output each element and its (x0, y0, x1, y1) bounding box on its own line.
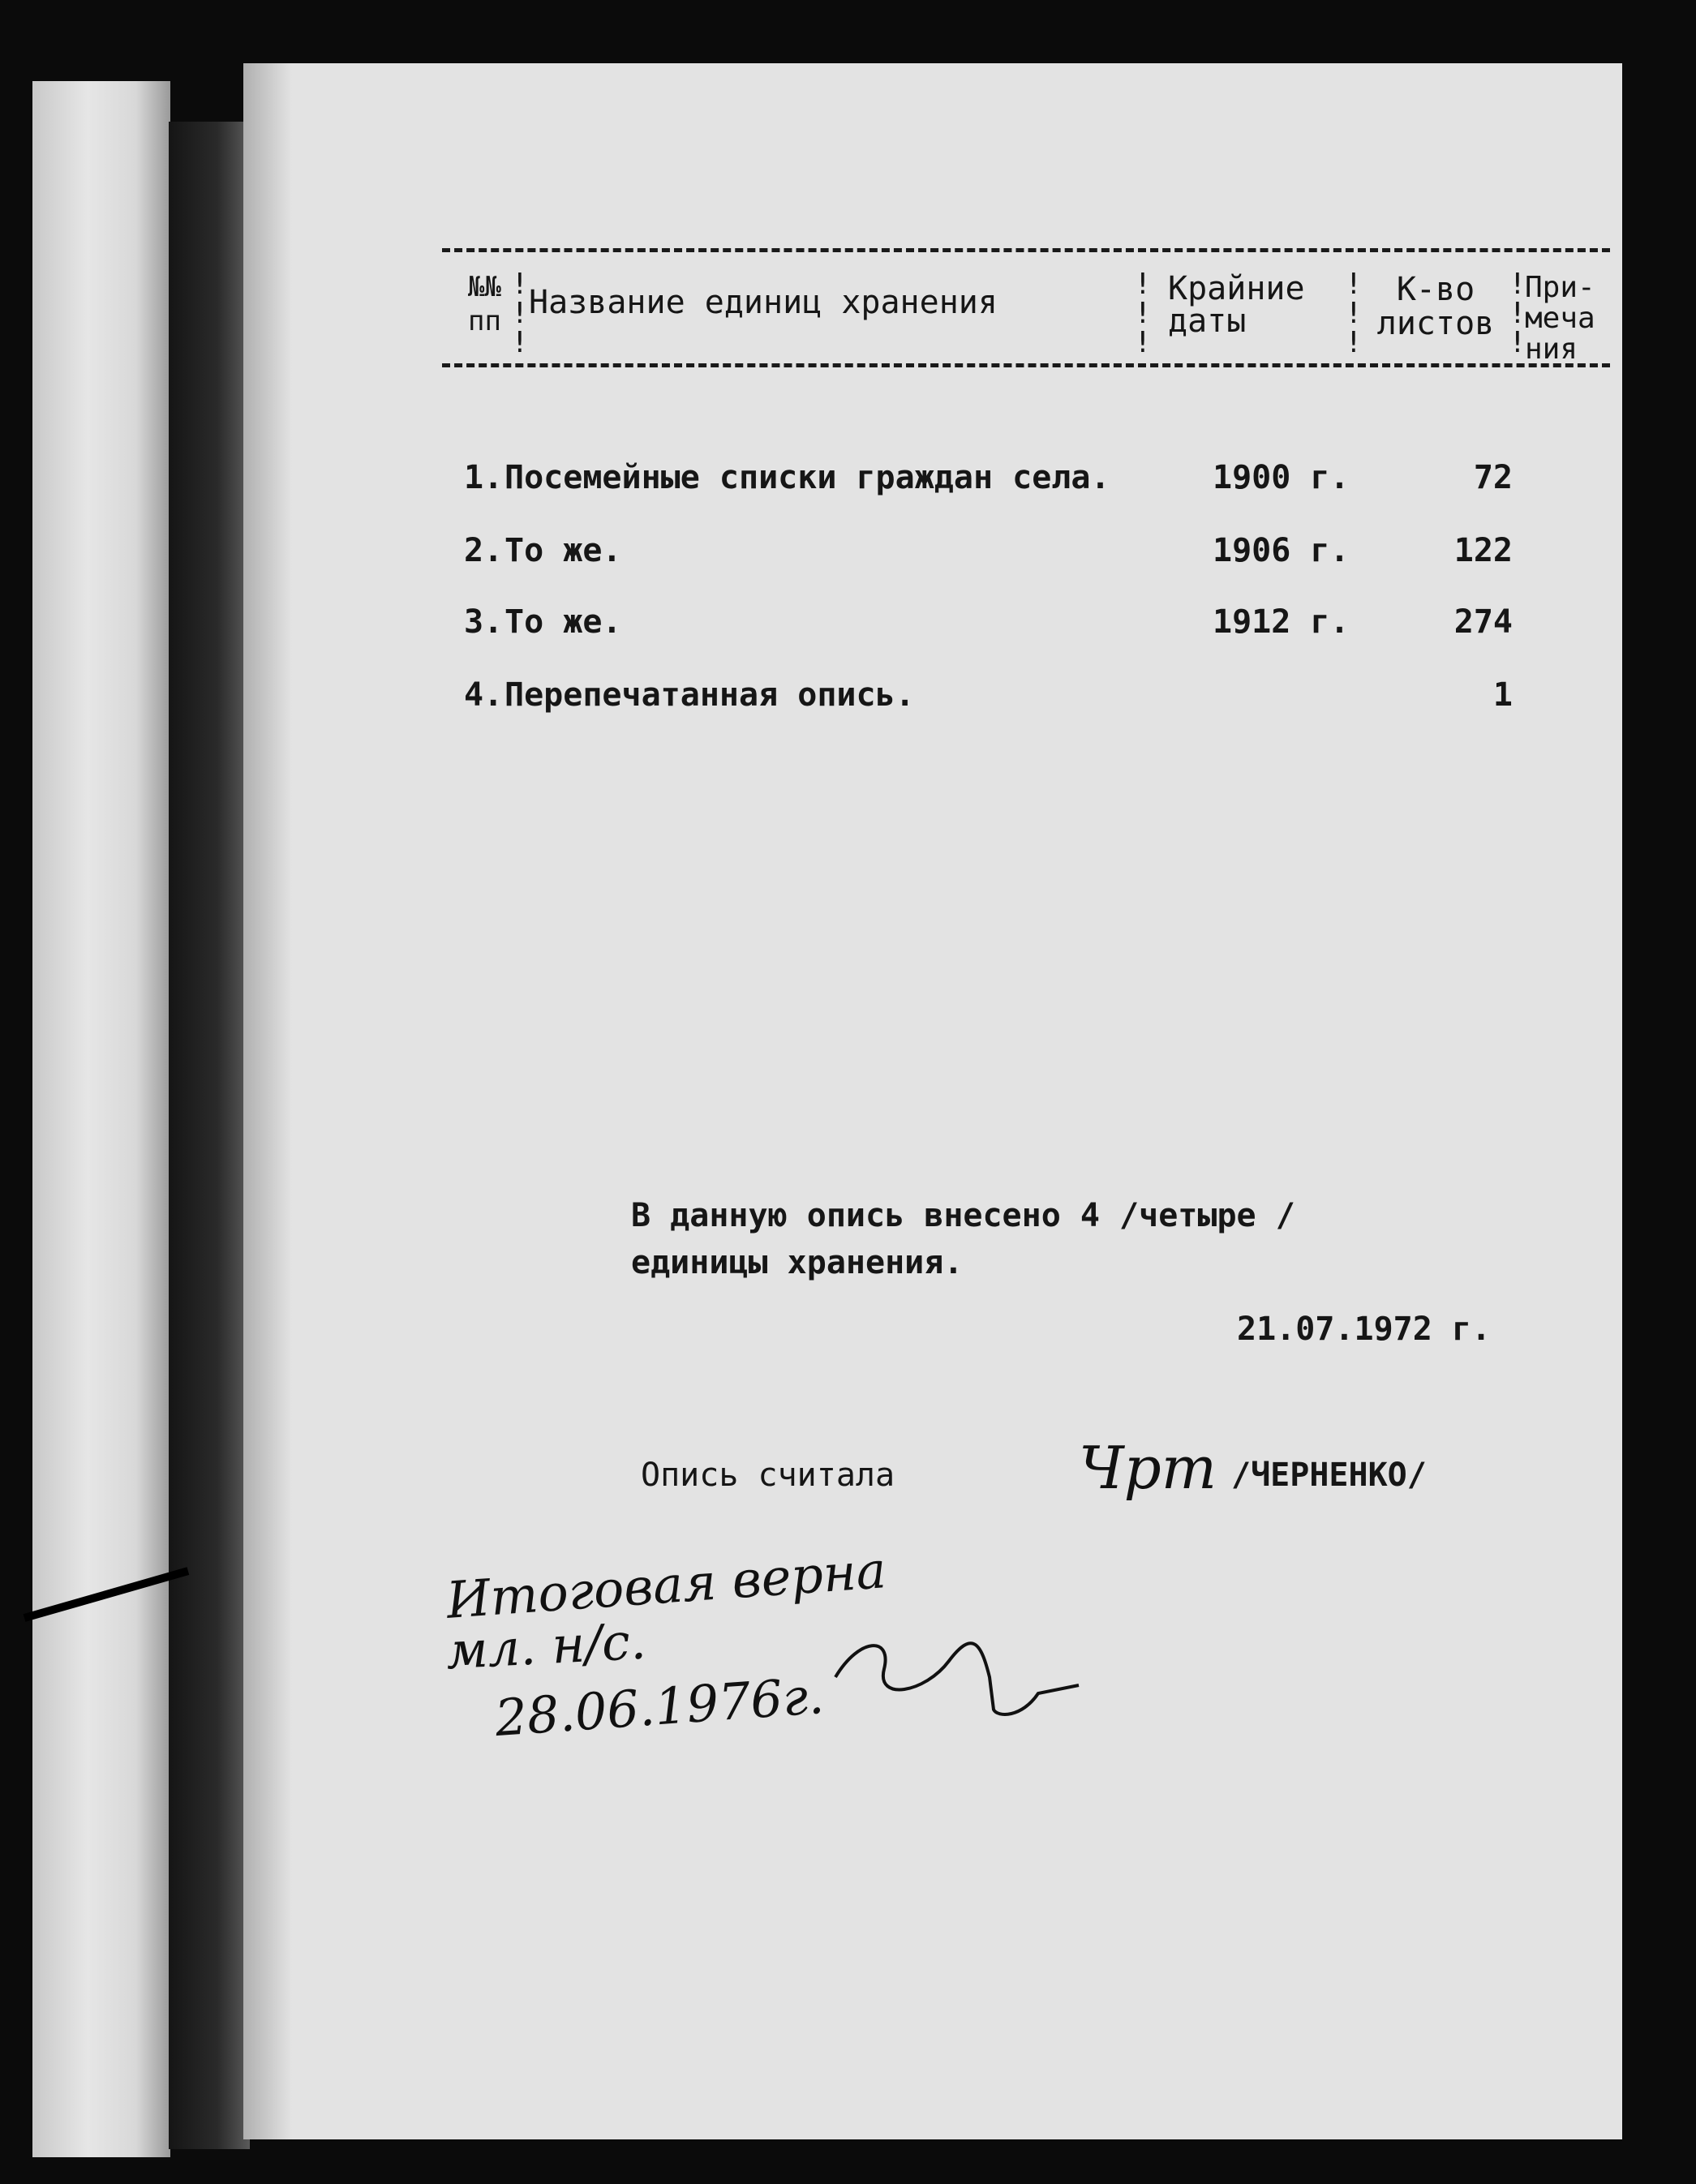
row-sheets: 122 (1453, 532, 1513, 569)
summary-line-2: единицы хранения. (631, 1244, 964, 1281)
header-divider: ! ! ! (511, 268, 529, 359)
row-title: Посемейные списки граждан села. (505, 459, 1110, 496)
header-divider: ! ! ! (1345, 268, 1363, 359)
handwritten-line-3: 28.06.1976г. (492, 1665, 827, 1748)
row-title: То же. (505, 532, 622, 569)
row-title: Перепечатанная опись. (505, 676, 915, 714)
row-number: 4. (464, 676, 504, 714)
handwritten-line-1: Итоговая верна (444, 1540, 888, 1630)
header-rule-top (442, 248, 1610, 252)
handwritten-flourish (827, 1604, 1087, 1726)
header-notes: При-меча ния (1525, 271, 1595, 366)
header-dates: Крайние даты (1168, 270, 1305, 340)
row-number: 1. (464, 459, 504, 496)
header-name: Название единиц хранения (529, 284, 998, 321)
binding-strip (32, 81, 170, 2157)
document-page (243, 63, 1622, 2139)
row-date: 1906 г. (1213, 532, 1350, 569)
row-number: 2. (464, 532, 504, 569)
header-sheets: К-во листов (1376, 271, 1495, 342)
row-date: 1912 г. (1213, 603, 1350, 641)
binding-shadow (169, 122, 250, 2149)
row-sheets: 274 (1453, 603, 1513, 641)
signature-label: Опись считала (641, 1457, 895, 1494)
signature-scribble: Чрт (1079, 1434, 1217, 1502)
header-divider: ! ! ! (1509, 268, 1526, 359)
row-sheets: 1 (1492, 676, 1513, 714)
row-title: То же. (505, 603, 622, 641)
header-rule-bottom (442, 363, 1610, 367)
row-number: 3. (464, 603, 504, 641)
handwritten-line-2: мл. н/с. (444, 1611, 648, 1681)
signature-name: /ЧЕРНЕНКО/ (1231, 1457, 1427, 1494)
summary-line-1: В данную опись внесено 4 /четыре / (631, 1197, 1295, 1234)
row-date: 1900 г. (1213, 459, 1350, 496)
row-sheets: 72 (1473, 459, 1513, 496)
summary-date: 21.07.1972 г. (1237, 1311, 1492, 1348)
header-divider: ! ! ! (1134, 268, 1152, 359)
header-num: №№ пп (468, 271, 501, 337)
